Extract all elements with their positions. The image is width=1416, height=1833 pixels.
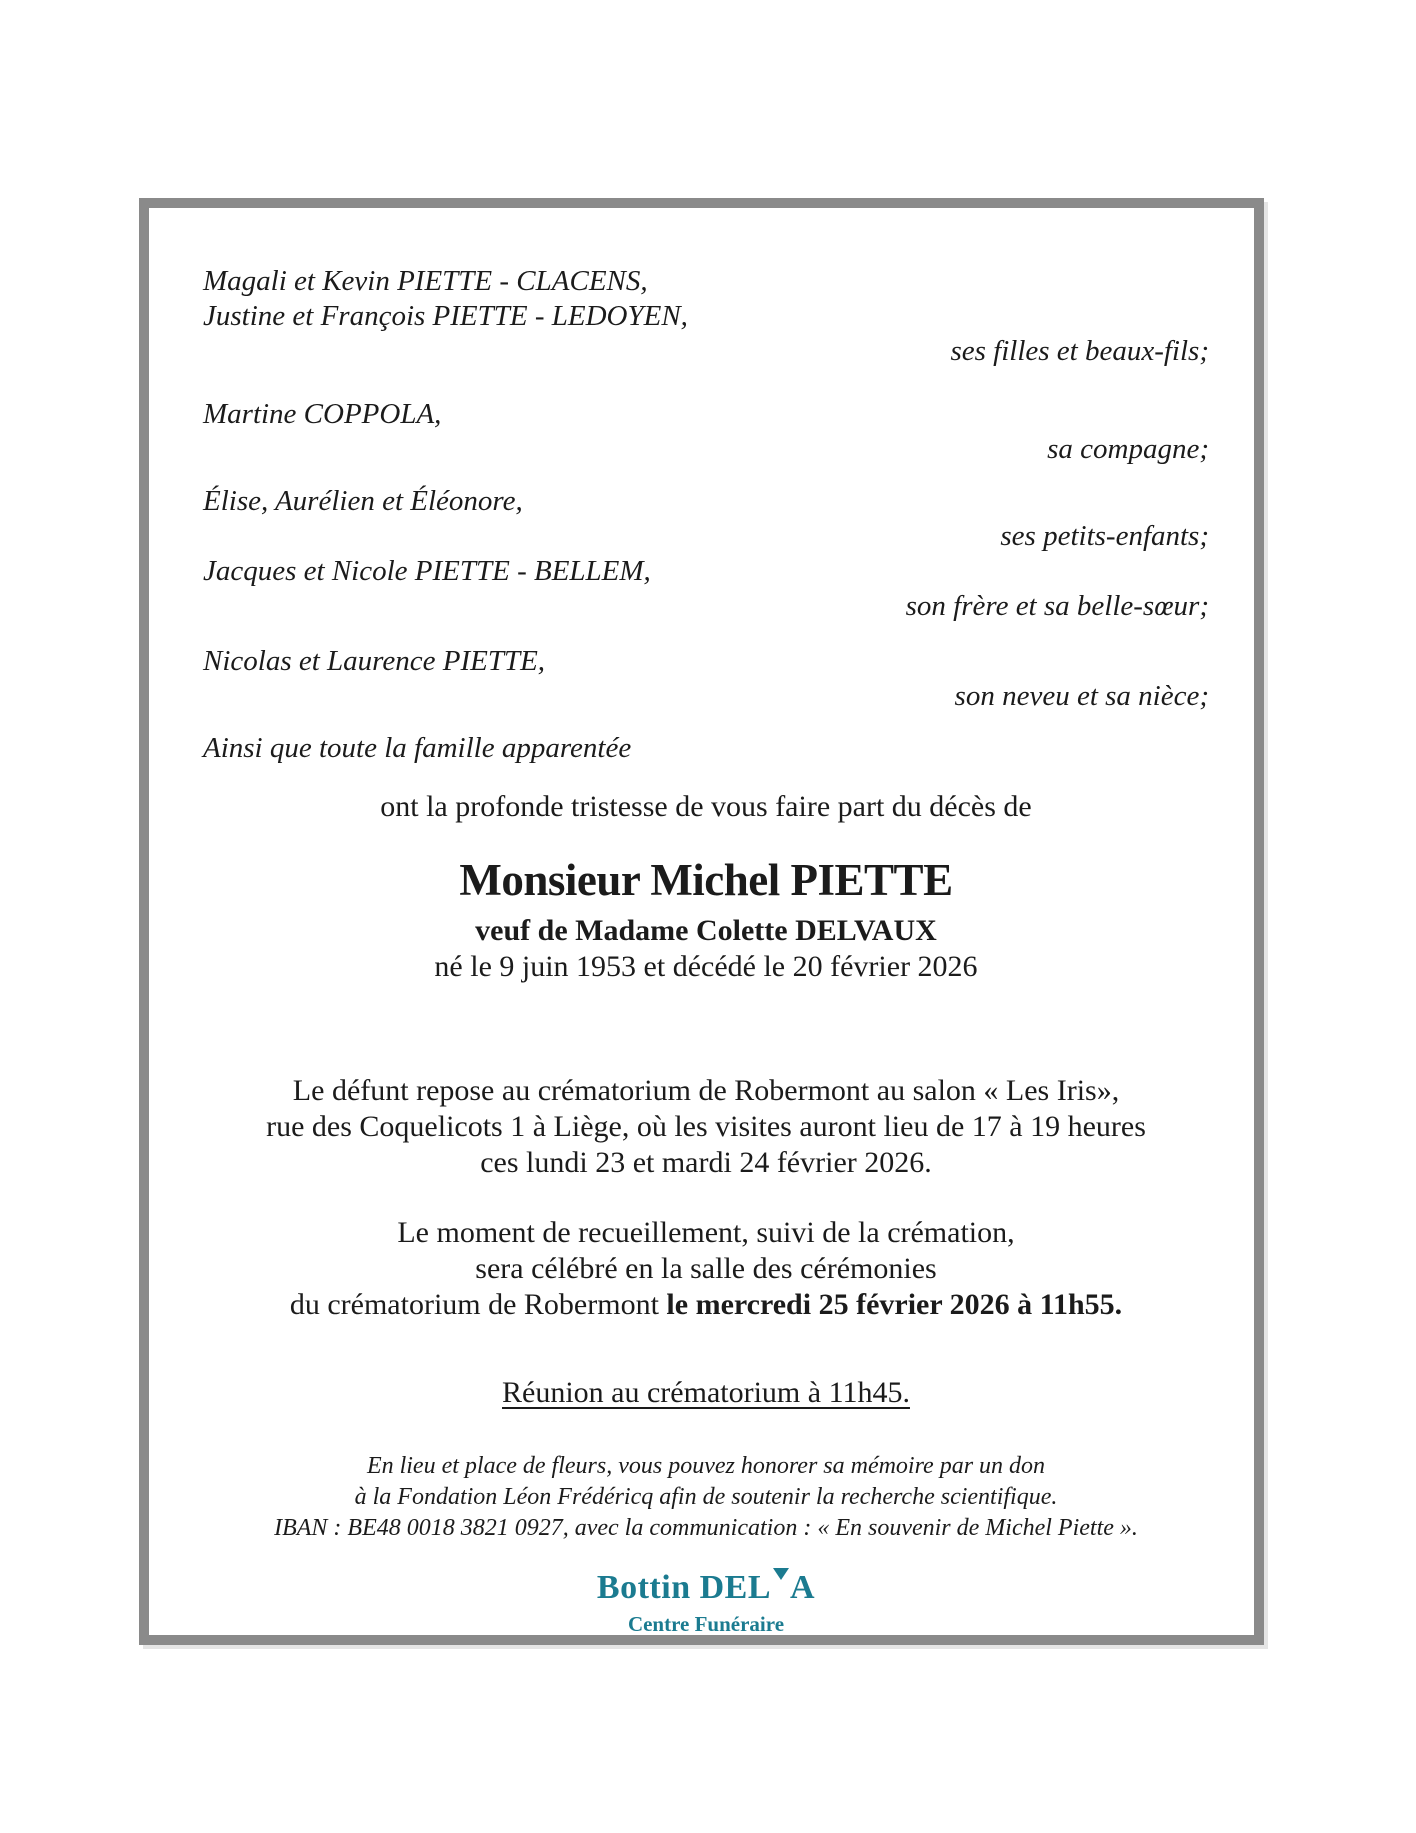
- repose-line: rue des Coquelicots 1 à Liège, où les visites auront lieu de 17 à 19 heures: [266, 1110, 1146, 1143]
- family-name-line: Jacques et Nicole PIETTE - BELLEM,: [203, 555, 651, 587]
- ceremony-line-normal: du crématorium de Robermont: [289, 1288, 667, 1321]
- family-section: [203, 264, 1209, 766]
- logo-name: [203, 1568, 1209, 1608]
- donation-line: à la Fondation Léon Frédéricq afin de soutenir la recherche scientifique.: [354, 1484, 1058, 1510]
- announcement-line: ont la profonde tristesse de vous faire part du décès de: [380, 790, 1032, 823]
- logo-text-after: A: [790, 1569, 816, 1606]
- family-name-line: Martine COPPOLA,: [203, 398, 442, 430]
- ceremony-line: Le moment de recueillement, suivi de la crémation,: [397, 1216, 1015, 1249]
- ceremony-line-bold: le mercredi 25 février 2026 à 11h55.: [666, 1288, 1123, 1321]
- ceremony-line: [203, 1287, 1209, 1323]
- family-name-line: Justine et François PIETTE - LEDOYEN,: [203, 300, 688, 332]
- repose-line: ces lundi 23 et mardi 24 février 2026.: [480, 1146, 932, 1179]
- ceremony-paragraph: [203, 1215, 1209, 1323]
- family-relation-line: ses petits-enfants;: [1000, 520, 1209, 552]
- logo-triangle-icon: [773, 1568, 789, 1580]
- repose-paragraph: [203, 1073, 1209, 1181]
- deceased-name-title: Monsieur Michel PIETTE: [459, 855, 953, 905]
- card-border-frame: [139, 198, 1264, 1645]
- logo-tagline: Centre Funéraire: [627, 1612, 785, 1636]
- family-name-line: Nicolas et Laurence PIETTE,: [203, 645, 546, 677]
- donation-line: IBAN : BE48 0018 3821 0927, avec la communication : « En souvenir de Michel Piette ».: [274, 1515, 1138, 1541]
- deceased-dates-line: né le 9 juin 1953 et décédé le 20 février 2026: [434, 950, 978, 983]
- logo-text-before: Bottin DEL: [596, 1569, 772, 1606]
- funeral-home-logo: [203, 1568, 1209, 1637]
- donation-line: En lieu et place de fleurs, vous pouvez honorer sa mémoire par un don: [366, 1453, 1046, 1479]
- family-relation-line: son frère et sa belle-sœur;: [905, 590, 1209, 622]
- family-closing-line: Ainsi que toute la famille apparentée: [203, 732, 632, 764]
- donation-paragraph: [203, 1451, 1209, 1544]
- family-relation-line: ses filles et beaux-fils;: [950, 335, 1209, 367]
- family-relation-line: son neveu et sa nièce;: [954, 680, 1209, 712]
- deceased-widower-line: veuf de Madame Colette DELVAUX: [475, 914, 937, 947]
- repose-line: Le défunt repose au crématorium de Robermont au salon « Les Iris»,: [292, 1074, 1120, 1107]
- ceremony-line: sera célébré en la salle des cérémonies: [475, 1252, 937, 1285]
- family-name-line: Magali et Kevin PIETTE - CLACENS,: [203, 265, 648, 297]
- reunion-line: Réunion au crématorium à 11h45.: [502, 1376, 910, 1409]
- family-name-line: Élise, Aurélien et Éléonore,: [203, 485, 523, 517]
- family-relation-line: sa compagne;: [1047, 433, 1209, 465]
